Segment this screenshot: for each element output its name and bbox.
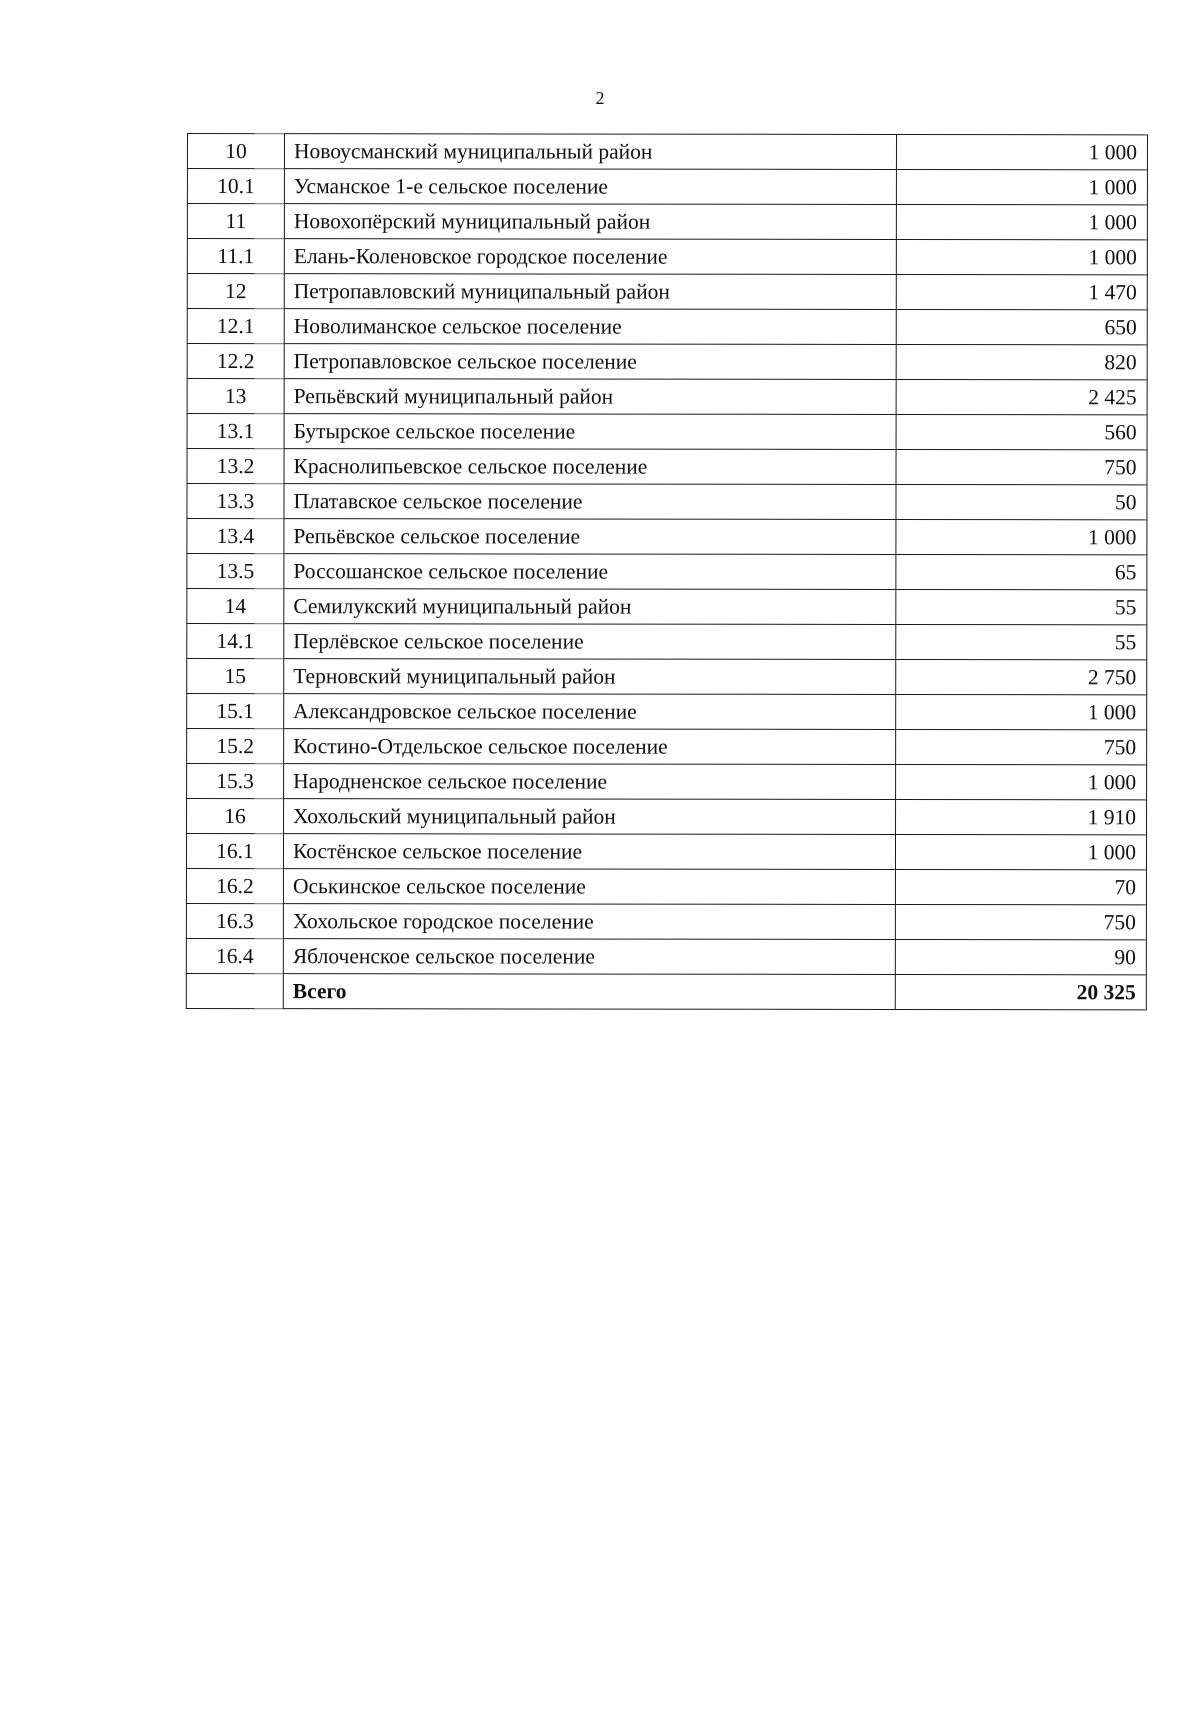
table-row bbox=[187, 274, 1147, 310]
row-number: 16 bbox=[187, 799, 284, 834]
row-value: 820 bbox=[896, 344, 1147, 379]
row-number: 14 bbox=[187, 589, 284, 624]
table-row bbox=[187, 344, 1147, 380]
row-name: Петропавловский муниципальный район bbox=[284, 274, 896, 310]
row-number: 14.1 bbox=[187, 624, 284, 659]
row-number: 13.5 bbox=[187, 554, 284, 589]
row-name: Перлёвское сельское поселение bbox=[284, 624, 896, 660]
row-name: Терновский муниципальный район bbox=[284, 659, 896, 695]
row-number: 15.2 bbox=[187, 729, 284, 764]
row-number: 12 bbox=[187, 274, 284, 309]
row-name: Краснолипьевское сельское поселение bbox=[284, 449, 896, 485]
row-value: 90 bbox=[895, 939, 1146, 974]
row-name: Новохопёрский муниципальный район bbox=[284, 204, 896, 240]
row-number: 12.1 bbox=[187, 309, 284, 344]
row-value: 750 bbox=[895, 904, 1146, 939]
total-label: Всего bbox=[283, 974, 895, 1010]
table-row bbox=[187, 694, 1147, 730]
row-number: 16.1 bbox=[186, 834, 283, 869]
table-row bbox=[187, 659, 1147, 695]
row-value: 2 425 bbox=[896, 379, 1147, 414]
row-value: 1 000 bbox=[896, 239, 1147, 274]
row-number: 10 bbox=[187, 134, 284, 169]
table-row bbox=[187, 169, 1147, 205]
row-number: 16.2 bbox=[186, 869, 283, 904]
table-row bbox=[187, 239, 1147, 275]
row-name: Новолиманское сельское поселение bbox=[284, 309, 896, 345]
row-value: 1 000 bbox=[895, 834, 1146, 869]
table-row bbox=[187, 204, 1147, 240]
row-number: 13.1 bbox=[187, 414, 284, 449]
row-name: Россошанское сельское поселение bbox=[284, 554, 896, 590]
total-row bbox=[186, 973, 1146, 1009]
row-number: 16.4 bbox=[186, 938, 283, 973]
row-name: Народненское сельское поселение bbox=[284, 764, 896, 800]
row-value: 1 470 bbox=[896, 274, 1147, 309]
row-value: 55 bbox=[896, 624, 1147, 659]
table-row bbox=[186, 903, 1146, 939]
table-row bbox=[187, 134, 1147, 170]
row-name: Костино-Отдельское сельское поселение bbox=[284, 729, 896, 765]
row-name: Яблоченское сельское поселение bbox=[283, 939, 895, 975]
table-row bbox=[186, 869, 1146, 905]
row-value: 1 000 bbox=[896, 519, 1147, 554]
row-name: Усманское 1-е сельское поселение bbox=[284, 169, 896, 205]
row-value: 1 910 bbox=[896, 799, 1147, 834]
row-value: 650 bbox=[896, 309, 1147, 344]
table-body bbox=[186, 134, 1147, 1010]
row-value: 560 bbox=[896, 414, 1147, 449]
total-number-cell bbox=[186, 973, 283, 1008]
row-name: Елань-Коленовское городское поселение bbox=[284, 239, 896, 275]
table-row bbox=[187, 449, 1147, 485]
row-value: 2 750 bbox=[896, 659, 1147, 694]
table-row bbox=[186, 938, 1146, 974]
row-number: 11.1 bbox=[187, 239, 284, 274]
row-name: Репьёвский муниципальный район bbox=[284, 379, 896, 415]
row-number: 12.2 bbox=[187, 344, 284, 379]
table-row bbox=[187, 589, 1147, 625]
row-value: 55 bbox=[896, 589, 1147, 624]
row-value: 65 bbox=[896, 554, 1147, 589]
table-row bbox=[187, 729, 1147, 765]
table-row bbox=[187, 414, 1147, 450]
row-value: 750 bbox=[896, 729, 1147, 764]
row-number: 16.3 bbox=[186, 903, 283, 938]
row-value: 1 000 bbox=[896, 134, 1147, 169]
row-name: Платавское сельское поселение bbox=[284, 484, 896, 520]
row-name: Новоусманский муниципальный район bbox=[284, 134, 896, 170]
table-row bbox=[187, 379, 1147, 415]
row-number: 13.3 bbox=[187, 484, 284, 519]
table-row bbox=[187, 764, 1147, 800]
table-row bbox=[187, 624, 1147, 660]
table-row bbox=[187, 799, 1147, 835]
row-number: 13 bbox=[187, 379, 284, 414]
table-row bbox=[187, 484, 1147, 520]
row-number: 15 bbox=[187, 659, 284, 694]
row-value: 1 000 bbox=[896, 694, 1147, 729]
row-name: Хохольское городское поселение bbox=[283, 904, 895, 940]
page-number: 2 bbox=[595, 88, 605, 108]
row-number: 13.2 bbox=[187, 449, 284, 484]
row-number: 15.1 bbox=[187, 694, 284, 729]
row-number: 15.3 bbox=[187, 764, 284, 799]
table-row bbox=[186, 834, 1146, 870]
allocation-table bbox=[186, 133, 1148, 1010]
row-name: Репьёвское сельское поселение bbox=[284, 519, 896, 555]
table-row bbox=[187, 519, 1147, 555]
row-number: 11 bbox=[187, 204, 284, 239]
row-name: Оськинское сельское поселение bbox=[283, 869, 895, 905]
row-name: Костёнское сельское поселение bbox=[283, 834, 895, 870]
row-number: 13.4 bbox=[187, 519, 284, 554]
row-value: 70 bbox=[895, 869, 1146, 904]
row-name: Петропавловское сельское поселение bbox=[284, 344, 896, 380]
table-row bbox=[187, 309, 1147, 345]
row-number: 10.1 bbox=[187, 169, 284, 204]
row-value: 750 bbox=[896, 449, 1147, 484]
row-value: 1 000 bbox=[896, 204, 1147, 239]
row-name: Александровское сельское поселение bbox=[284, 694, 896, 730]
table-row bbox=[187, 554, 1147, 590]
row-value: 1 000 bbox=[896, 764, 1147, 799]
row-name: Хохольский муниципальный район bbox=[284, 799, 896, 835]
row-value: 50 bbox=[896, 484, 1147, 519]
row-name: Семилукский муниципальный район bbox=[284, 589, 896, 625]
total-value: 20 325 bbox=[895, 974, 1146, 1009]
row-value: 1 000 bbox=[896, 169, 1147, 204]
row-name: Бутырское сельское поселение bbox=[284, 414, 896, 450]
